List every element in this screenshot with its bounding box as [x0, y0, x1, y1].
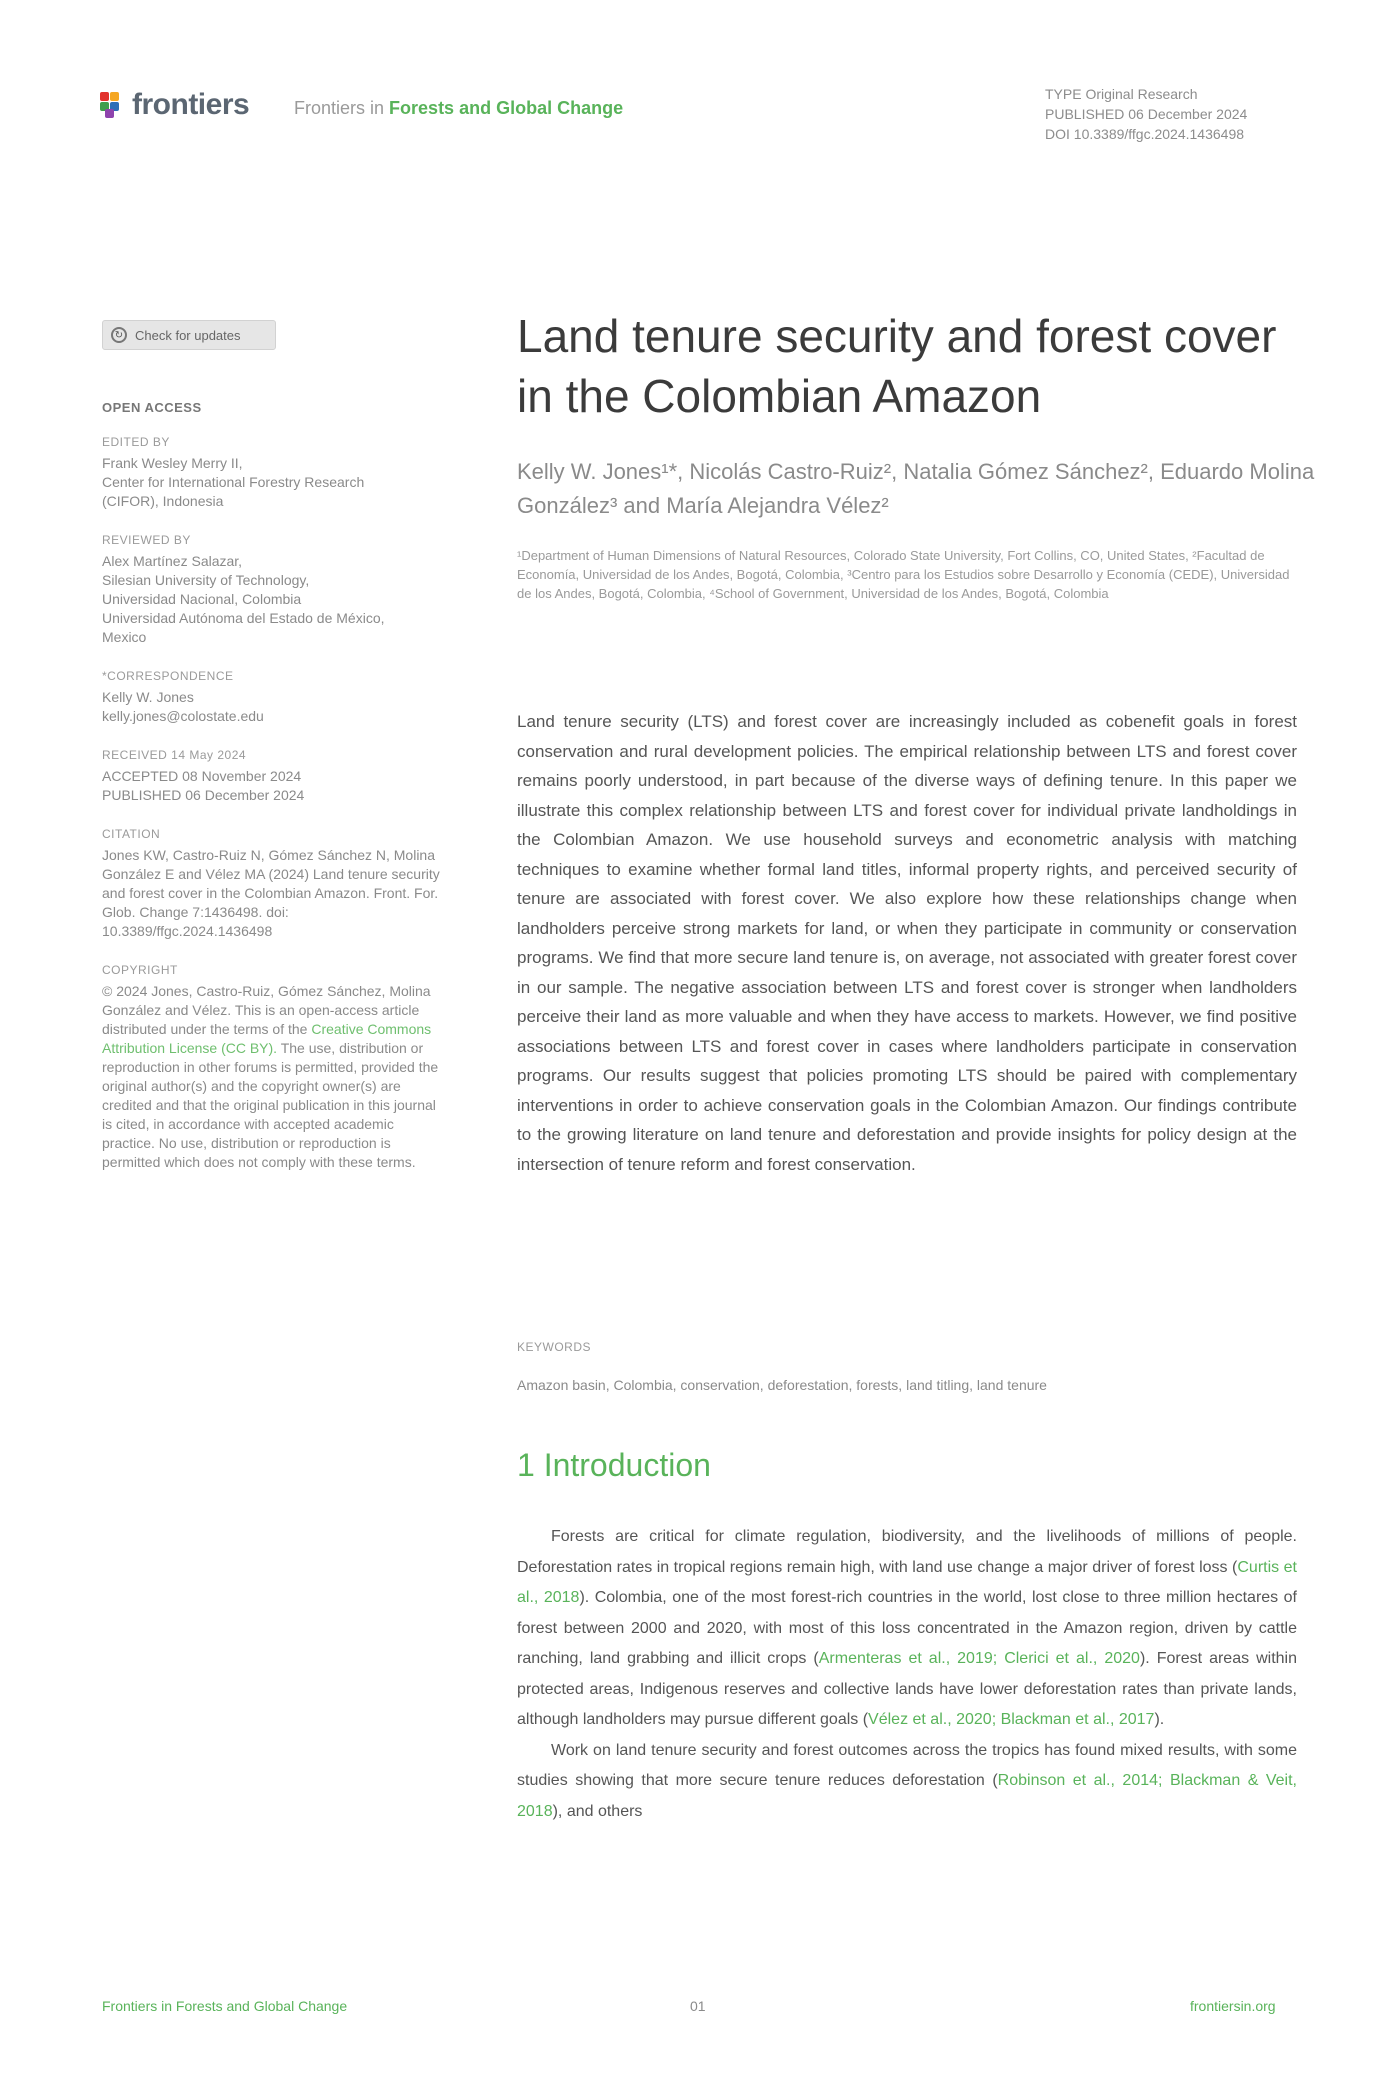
author-list[interactable]: Kelly W. Jones¹*, Nicolás Castro-Ruiz², Natalia Gómez Sánchez², Eduardo Molina González³ and María Alejandra Vélez² [517, 459, 1315, 518]
citation-link[interactable]: Curtis et al., 2018 [517, 1558, 1297, 1606]
copyright-text-pre: © 2024 Jones, Castro-Ruiz, Gómez Sánchez, Molina González and Vélez. This is an open-access article distributed under the terms of the [102, 983, 431, 1037]
abstract: Land tenure security (LTS) and forest cover are increasingly included as cobenefit goals in forest conservation and rural development policies. The empirical relationship between LTS and forest cover remains poorly understood, in part because of the diverse ways of defining tenure. In this paper we illustrate this complex relationship between LTS and forest cover for individual private landholdings in the Colombian Amazon. We use household surveys and econometric analysis with matching techniques to examine whether formal land titles, informal property rights, and perceived security of tenure are associated with forest cover. We also explore how these relationships change when landholders perceive strong markets for land, or when they participate in community or conservation programs. We find that more secure land tenure is, on average, not associated with greater forest cover in our sample. The negative association between LTS and forest cover is stronger when landholders perceive their land as more valuable and when they have access to markets. However, we find positive associations between LTS and forest cover in cases where landholders participate in conservation programs. Our results suggest that policies promoting LTS should be paired with complementary interventions in order to achieve conservation goals in the Colombian Amazon. Our findings contribute to the growing literature on land tenure and deforestation and provide insights for policy design at the intersection of tenure reform and forest conservation. [517, 712, 1297, 1174]
intro-text: Work on land tenure security and forest outcomes across the tropics has found mixed results, with some studies showing that more secure tenure reduces deforestation ( [517, 1741, 1297, 1789]
open-access-label: OPEN ACCESS [102, 400, 202, 415]
intro-text: ). Colombia, one of the most forest-rich countries in the world, lost close to three million hectares of forest between 2000 and 2020, with most of this loss concentrated in the Amazon region, driven by cattle ranching, land grabbing and illicit crops ( [517, 1589, 1297, 1667]
frontiers-logo[interactable] [100, 88, 249, 122]
editor-line: Frank Wesley Merry II, [102, 455, 243, 471]
accepted-date: ACCEPTED 08 November 2024 [102, 768, 302, 784]
page-number: 01 [690, 1998, 706, 2014]
keywords: Amazon basin, Colombia, conservation, deforestation, forests, land titling, land tenure [517, 1377, 1047, 1393]
editor-line: (CIFOR), Indonesia [102, 493, 224, 509]
citation-link[interactable]: Armenteras et al., 2019; Clerici et al., 2020 [818, 1650, 1140, 1667]
corresponding-email-link[interactable]: kelly.jones@colostate.edu [102, 708, 264, 724]
correspondence-label: *CORRESPONDENCE [102, 669, 234, 683]
doi[interactable]: DOI 10.3389/ffgc.2024.1436498 [1045, 126, 1245, 142]
frontiers-logo-icon [100, 92, 126, 118]
check-for-updates-button[interactable] [102, 320, 276, 350]
intro-text: ). Forest areas within protected areas, Indigenous reserves and collective lands have lower deforestation rates than private lands, although landholders may pursue different goals ( [517, 1650, 1297, 1728]
journal-prefix: Frontiers in [294, 98, 385, 118]
intro-text: ). [1154, 1711, 1165, 1728]
edited-by-label: EDITED BY [102, 435, 170, 449]
corresponding-author: Kelly W. Jones [102, 689, 194, 705]
keywords-label: KEYWORDS [517, 1340, 592, 1354]
section-heading-introduction: 1 Introduction [517, 1447, 711, 1483]
published-date: PUBLISHED 06 December 2024 [1045, 106, 1248, 122]
citation-link[interactable]: Robinson et al., 2014; Blackman & Veit, 2018 [517, 1772, 1298, 1820]
editor-line: Center for International Forestry Research [102, 474, 365, 490]
introduction-body [517, 1522, 1297, 1827]
reviewed-by-block [102, 531, 448, 647]
correspondence-block [102, 667, 448, 726]
dates-block [102, 746, 448, 805]
reviewer-line: Universidad Autónoma del Estado de México, [102, 610, 385, 626]
intro-paragraph [517, 1736, 1297, 1828]
article-info-sidebar [102, 398, 448, 1192]
article-title: Land tenure security and forest cover in the Colombian Amazon [517, 310, 1277, 422]
intro-paragraph [517, 1522, 1297, 1736]
intro-text: ), and others [552, 1802, 643, 1820]
reviewer-line: Universidad Nacional, Colombia [102, 591, 302, 607]
footer-site-link[interactable]: frontiersin.org [1190, 1998, 1276, 2014]
copyright-text-post: The use, distribution or reproduction in other forums is permitted, provided the original author(s) and the copyright owner(s) are credited and that the original publication in this journal is cited, in accordance with accepted academic practice. No use, distribution or reproduction is permitted which does not comply with these terms. [102, 1040, 439, 1170]
article-type: TYPE Original Research [1045, 86, 1198, 102]
brand-name: frontiers [132, 88, 250, 121]
reviewer-line: Mexico [102, 629, 147, 645]
edited-by-block [102, 433, 448, 511]
article-meta [1045, 84, 1247, 144]
footer-journal-name[interactable]: Frontiers in Forests and Global Change [102, 1998, 348, 2014]
copyright-label: COPYRIGHT [102, 963, 178, 977]
citation-label: CITATION [102, 827, 161, 841]
citation-link[interactable]: Vélez et al., 2020; Blackman et al., 2017 [868, 1711, 1155, 1728]
check-updates-label: Check for updates [135, 327, 241, 343]
citation-text: Jones KW, Castro-Ruiz N, Gómez Sánchez N, Molina González E and Vélez MA (2024) Land tenure security and forest cover in the Colombian Amazon. Front. For. Glob. Change 7:1436498. doi: 10.3389/ffgc.2024.1436498 [102, 847, 440, 939]
published-date-sidebar: PUBLISHED 06 December 2024 [102, 787, 305, 803]
journal-name[interactable]: Forests and Global Change [389, 98, 624, 118]
journal-title [294, 98, 623, 119]
citation-block [102, 825, 448, 941]
reviewed-by-label: REVIEWED BY [102, 533, 191, 547]
received-date: RECEIVED 14 May 2024 [102, 748, 247, 762]
copyright-text [102, 982, 448, 1172]
reviewer-line: Silesian University of Technology, [102, 572, 310, 588]
reviewer-line: Alex Martínez Salazar, [102, 553, 243, 569]
refresh-icon: ↻ [111, 327, 127, 343]
cc-by-license-link[interactable]: Creative Commons Attribution License (CC BY). [102, 1021, 432, 1056]
footer-journal[interactable] [102, 1998, 347, 2014]
copyright-block [102, 961, 448, 1172]
affiliations: ¹Department of Human Dimensions of Natural Resources, Colorado State University, Fort Collins, CO, United States, ²Facultad de Economía, Universidad de los Andes, Bogotá, Colombia, ³Centro para los Estudios sobre Desarrollo y Economía (CEDE), Universidad de los Andes, Bogotá, Colombia, ⁴School of Government, Universidad de los Andes, Bogotá, Colombia [517, 548, 1290, 601]
intro-text: Forests are critical for climate regulation, biodiversity, and the livelihoods of millions of people. Deforestation rates in tropical regions remain high, with land use change a major driver of forest loss ( [517, 1528, 1297, 1576]
